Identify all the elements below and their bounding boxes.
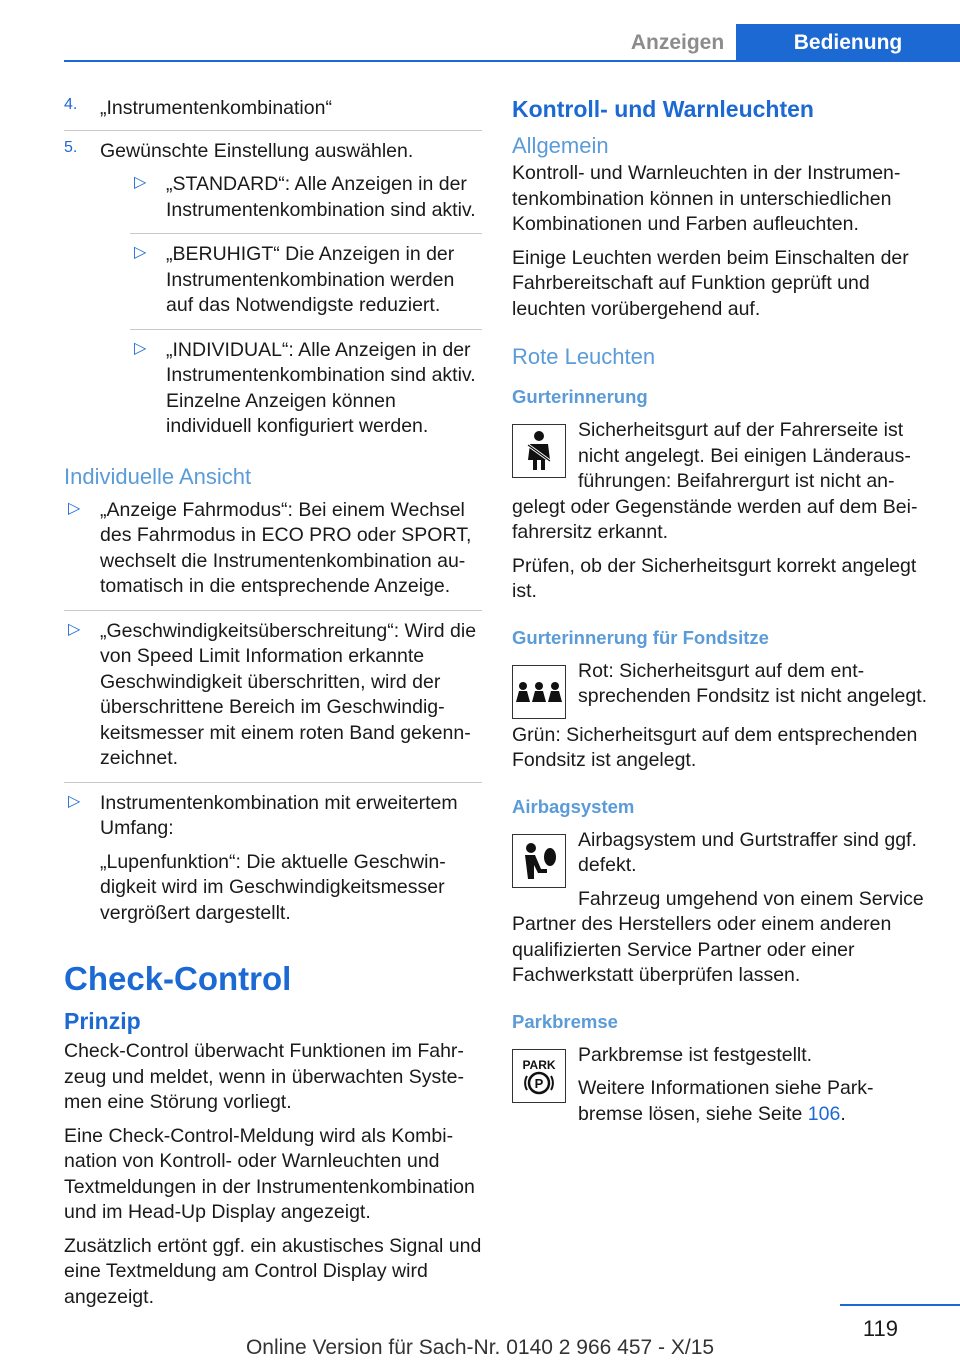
footer-text: Online Version für Sach-Nr. 0140 2 966 457 - X/15 [245,1336,715,1359]
triangle-bullet-icon: ▷ [134,244,147,261]
paragraph: Check-Control überwacht Funktionen im Fahrzeug und meldet, wenn in überwachten Systemen eine Störung vorliegt. [64,1040,464,1113]
chapter-heading: Kontroll- und Warnleuchten [512,96,814,122]
list-item-text: „INDIVIDUAL“: Alle Anzeigen in der Instrumentenkombination sind aktiv. Einzelne Anzeigen können individuell konfiguriert werden. [166,338,476,437]
svg-text:P: P [534,1075,544,1091]
triangle-bullet-icon: ▷ [68,620,81,638]
subsection-heading: Gurterinnerung [512,386,648,407]
divider [130,329,482,330]
paragraph: Sicherheitsgurt auf der Fahrerseite ist nicht angelegt. Bei einigen Länderausführungen: Beifahrergurt ist nicht angelegt oder Gegenstände werden auf dem Beifahrersitz erkannt. [512,419,918,543]
subsection-heading: Gurterinnerung für Fondsitze [512,626,769,648]
chapter-heading: Check-Control [64,960,292,997]
list-item-text: Instrumentenkombination mit erweitertem Umfang: [100,791,458,839]
section-heading: Prinzip [64,1008,141,1034]
paragraph: Rot: Sicherheitsgurt auf dem entsprechenden Fondsitz ist nicht angelegt. [578,659,928,707]
park-brake-icon [512,1049,566,1103]
rear-seatbelt-icon [512,665,566,719]
list-item-text: „BERUHIGT“ Die Anzeigen in der Instrumentenkombination werden auf das Notwendigste reduziert. [166,243,455,316]
paragraph-text: . [840,1102,846,1125]
page-number: 119 [862,1316,898,1341]
divider [130,233,482,234]
numbered-step [64,96,482,122]
list-item [64,498,482,600]
warning-light-entry [512,828,930,989]
subsection-heading: Airbagsystem [512,795,635,817]
header-bar [64,24,960,62]
paragraph: Parkbremse ist festgestellt. [578,1043,813,1066]
warning-light-entry [512,659,930,719]
lupen-text: „Lupenfunktion“: Die aktuelle Geschwindigkeit wird im Geschwindigkeitsmesser vergrößert dargestellt. [100,850,446,924]
triangle-bullet-icon: ▷ [68,499,81,517]
paragraph: Prüfen, ob der Sicherheitsgurt korrekt angelegt ist. [512,554,917,602]
left-column [64,96,482,1318]
tab-anzeigen[interactable]: Anzeigen [630,31,725,54]
paragraph: Einige Leuchten werden beim Einschalten der Fahrbereitschaft auf Funktion geprüft und leuchten vorübergehend auf. [512,246,909,320]
list-item [130,338,482,440]
step-number: 4. [64,96,78,113]
page-link[interactable]: 106 [807,1102,841,1125]
step-text: „Instrumentenkombination“ [100,97,332,119]
section-heading: Rote Leuchten [512,344,656,369]
divider [64,130,482,131]
section-heading: Allgemein [512,133,609,158]
paragraph [512,1076,930,1127]
list-item [64,791,482,927]
triangle-bullet-icon: ▷ [68,792,81,810]
warning-light-entry [512,418,930,546]
triangle-bullet-icon: ▷ [134,174,147,191]
paragraph: Zusätzlich ertönt ggf. ein akustisches Signal und eine Textmeldung am Control Display wird angezeigt. [64,1234,482,1308]
divider [64,782,482,783]
list-item [130,172,482,223]
step-text: Gewünschte Einstellung auswählen. [100,139,414,162]
park-icon-label: PARK [522,1057,556,1072]
paragraph: Airbagsystem und Gurtstraffer sind ggf. defekt. [578,828,917,876]
paragraph: Fahrzeug umgehend von einem Service Partner des Herstellers oder einem anderen qualifizierten Service Partner oder einer Fachwerkstatt überprüfen lassen. [512,887,924,986]
triangle-bullet-icon: ▷ [134,339,147,357]
right-column [512,96,930,1135]
list-item-text: „Anzeige Fahrmodus“: Bei einem Wechsel des Fahrmodus in ECO PRO oder SPORT, wechselt die Instrumentenkombination automatisch in die entsprechende Anzeige. [100,498,472,597]
paragraph: Grün: Sicherheitsgurt auf dem entsprechenden Fondsitz ist angelegt. [512,723,918,771]
list-item-text: „Geschwindigkeitsüberschreitung“: Wird die von Speed Limit Information erkannte Geschwindigkeit überschritten, wird der überschrittene Bereich im Geschwindigkeitsmesser mit einem roten Band gekennzeichnet. [100,619,477,769]
paragraph: Kontroll- und Warnleuchten in der Instrumentenkombination können in unterschiedlichen Kombinationen und Farben aufleuchten. [512,162,901,235]
step-number: 5. [64,138,78,156]
subsection-heading: Parkbremse [512,1010,618,1032]
paragraph: Eine Check-Control-Meldung wird als Kombination von Kontroll- oder Warnleuchten und Textmeldungen in der Instrumentenkombination und im Head-Up Display angezeigt. [64,1124,475,1223]
numbered-step [64,139,482,440]
sub-bullet-list [130,172,482,440]
list-item [64,619,482,772]
header-rule [64,60,960,62]
footer-rule [840,1304,960,1306]
list-item [130,242,482,319]
divider [64,610,482,611]
airbag-icon [512,834,566,888]
tab-bedienung[interactable]: Bedienung [736,24,960,62]
warning-light-entry [512,1043,930,1128]
list-item-text: „STANDARD“: Alle Anzeigen in der Instrumentenkombination sind aktiv. [166,173,476,221]
section-heading: Individuelle Ansicht [64,463,252,489]
paragraph-text: Weitere Informationen siehe Parkbremse lösen, siehe Seite [578,1077,874,1125]
seatbelt-icon [512,424,566,478]
